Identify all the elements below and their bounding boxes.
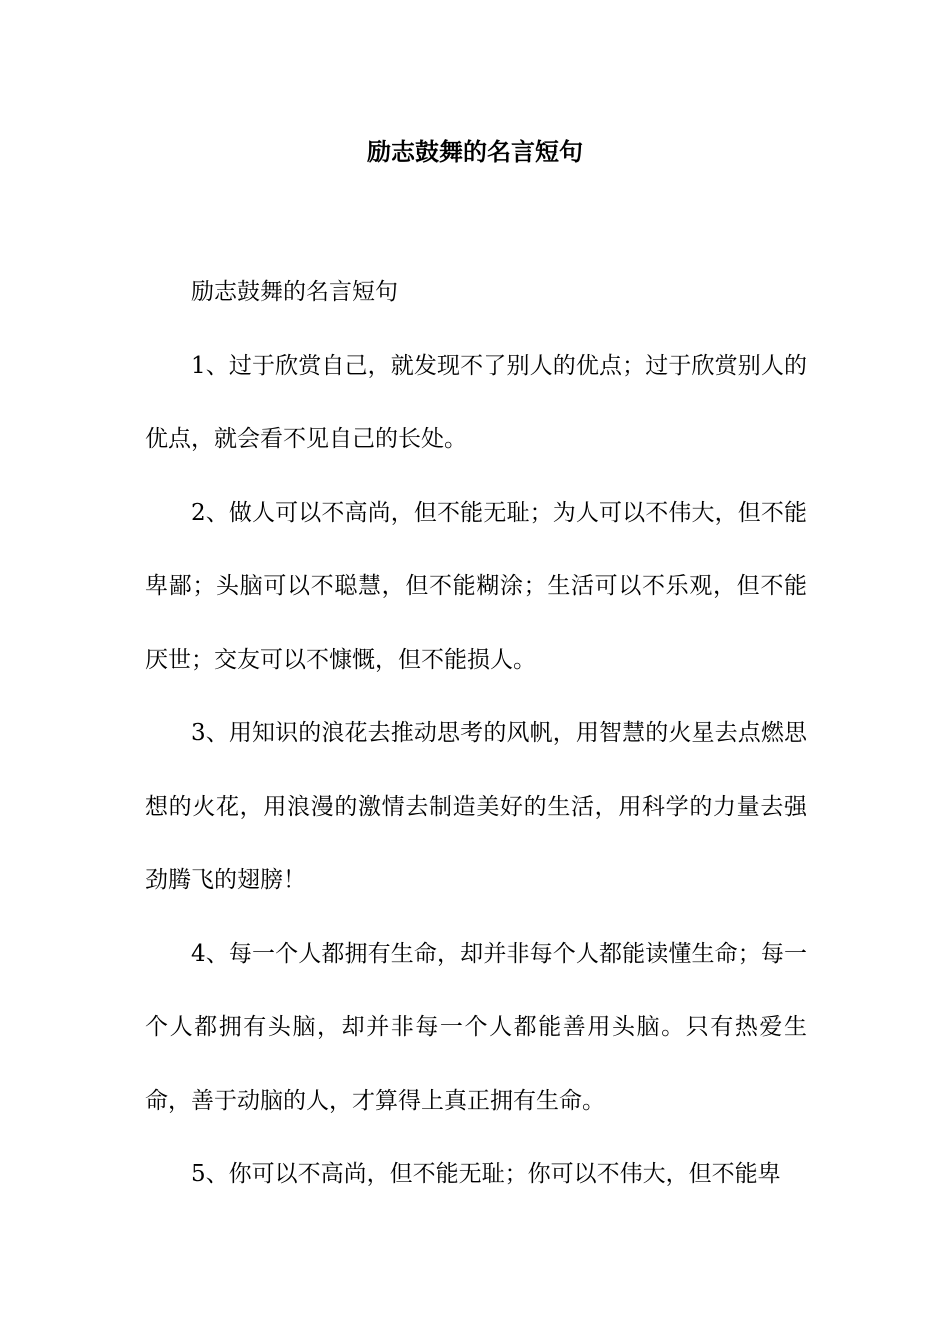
- paragraph-quote-1: 1、过于欣赏自己，就发现不了别人的优点；过于欣赏别人的优点，就会看不见自己的长处。: [145, 352, 807, 452]
- paragraph-subtitle: 励志鼓舞的名言短句: [191, 279, 398, 305]
- document-body: [145, 256, 807, 1212]
- document-title: 励志鼓舞的名言短句: [367, 137, 583, 166]
- paragraph-quote-2: 2、做人可以不高尚，但不能无耻；为人可以不伟大，但不能卑鄙；头脑可以不聪慧，但不能糊涂；生活可以不乐观，但不能厌世；交友可以不慷慨，但不能损人。: [145, 499, 807, 673]
- paragraph-quote-3: 3、用知识的浪花去推动思考的风帆，用智慧的火星去点燃思想的火花，用浪漫的激情去制造美好的生活，用科学的力量去强劲腾飞的翅膀！: [145, 720, 807, 893]
- paragraph-quote-4: 4、每一个人都拥有生命，却并非每个人都能读懂生命；每一个人都拥有头脑，却并非每一个人都能善用头脑。只有热爱生命，善于动脑的人，才算得上真正拥有生命。: [145, 940, 807, 1114]
- paragraph-quote-5: 5、你可以不高尚，但不能无耻；你可以不伟大，但不能卑: [191, 1161, 781, 1187]
